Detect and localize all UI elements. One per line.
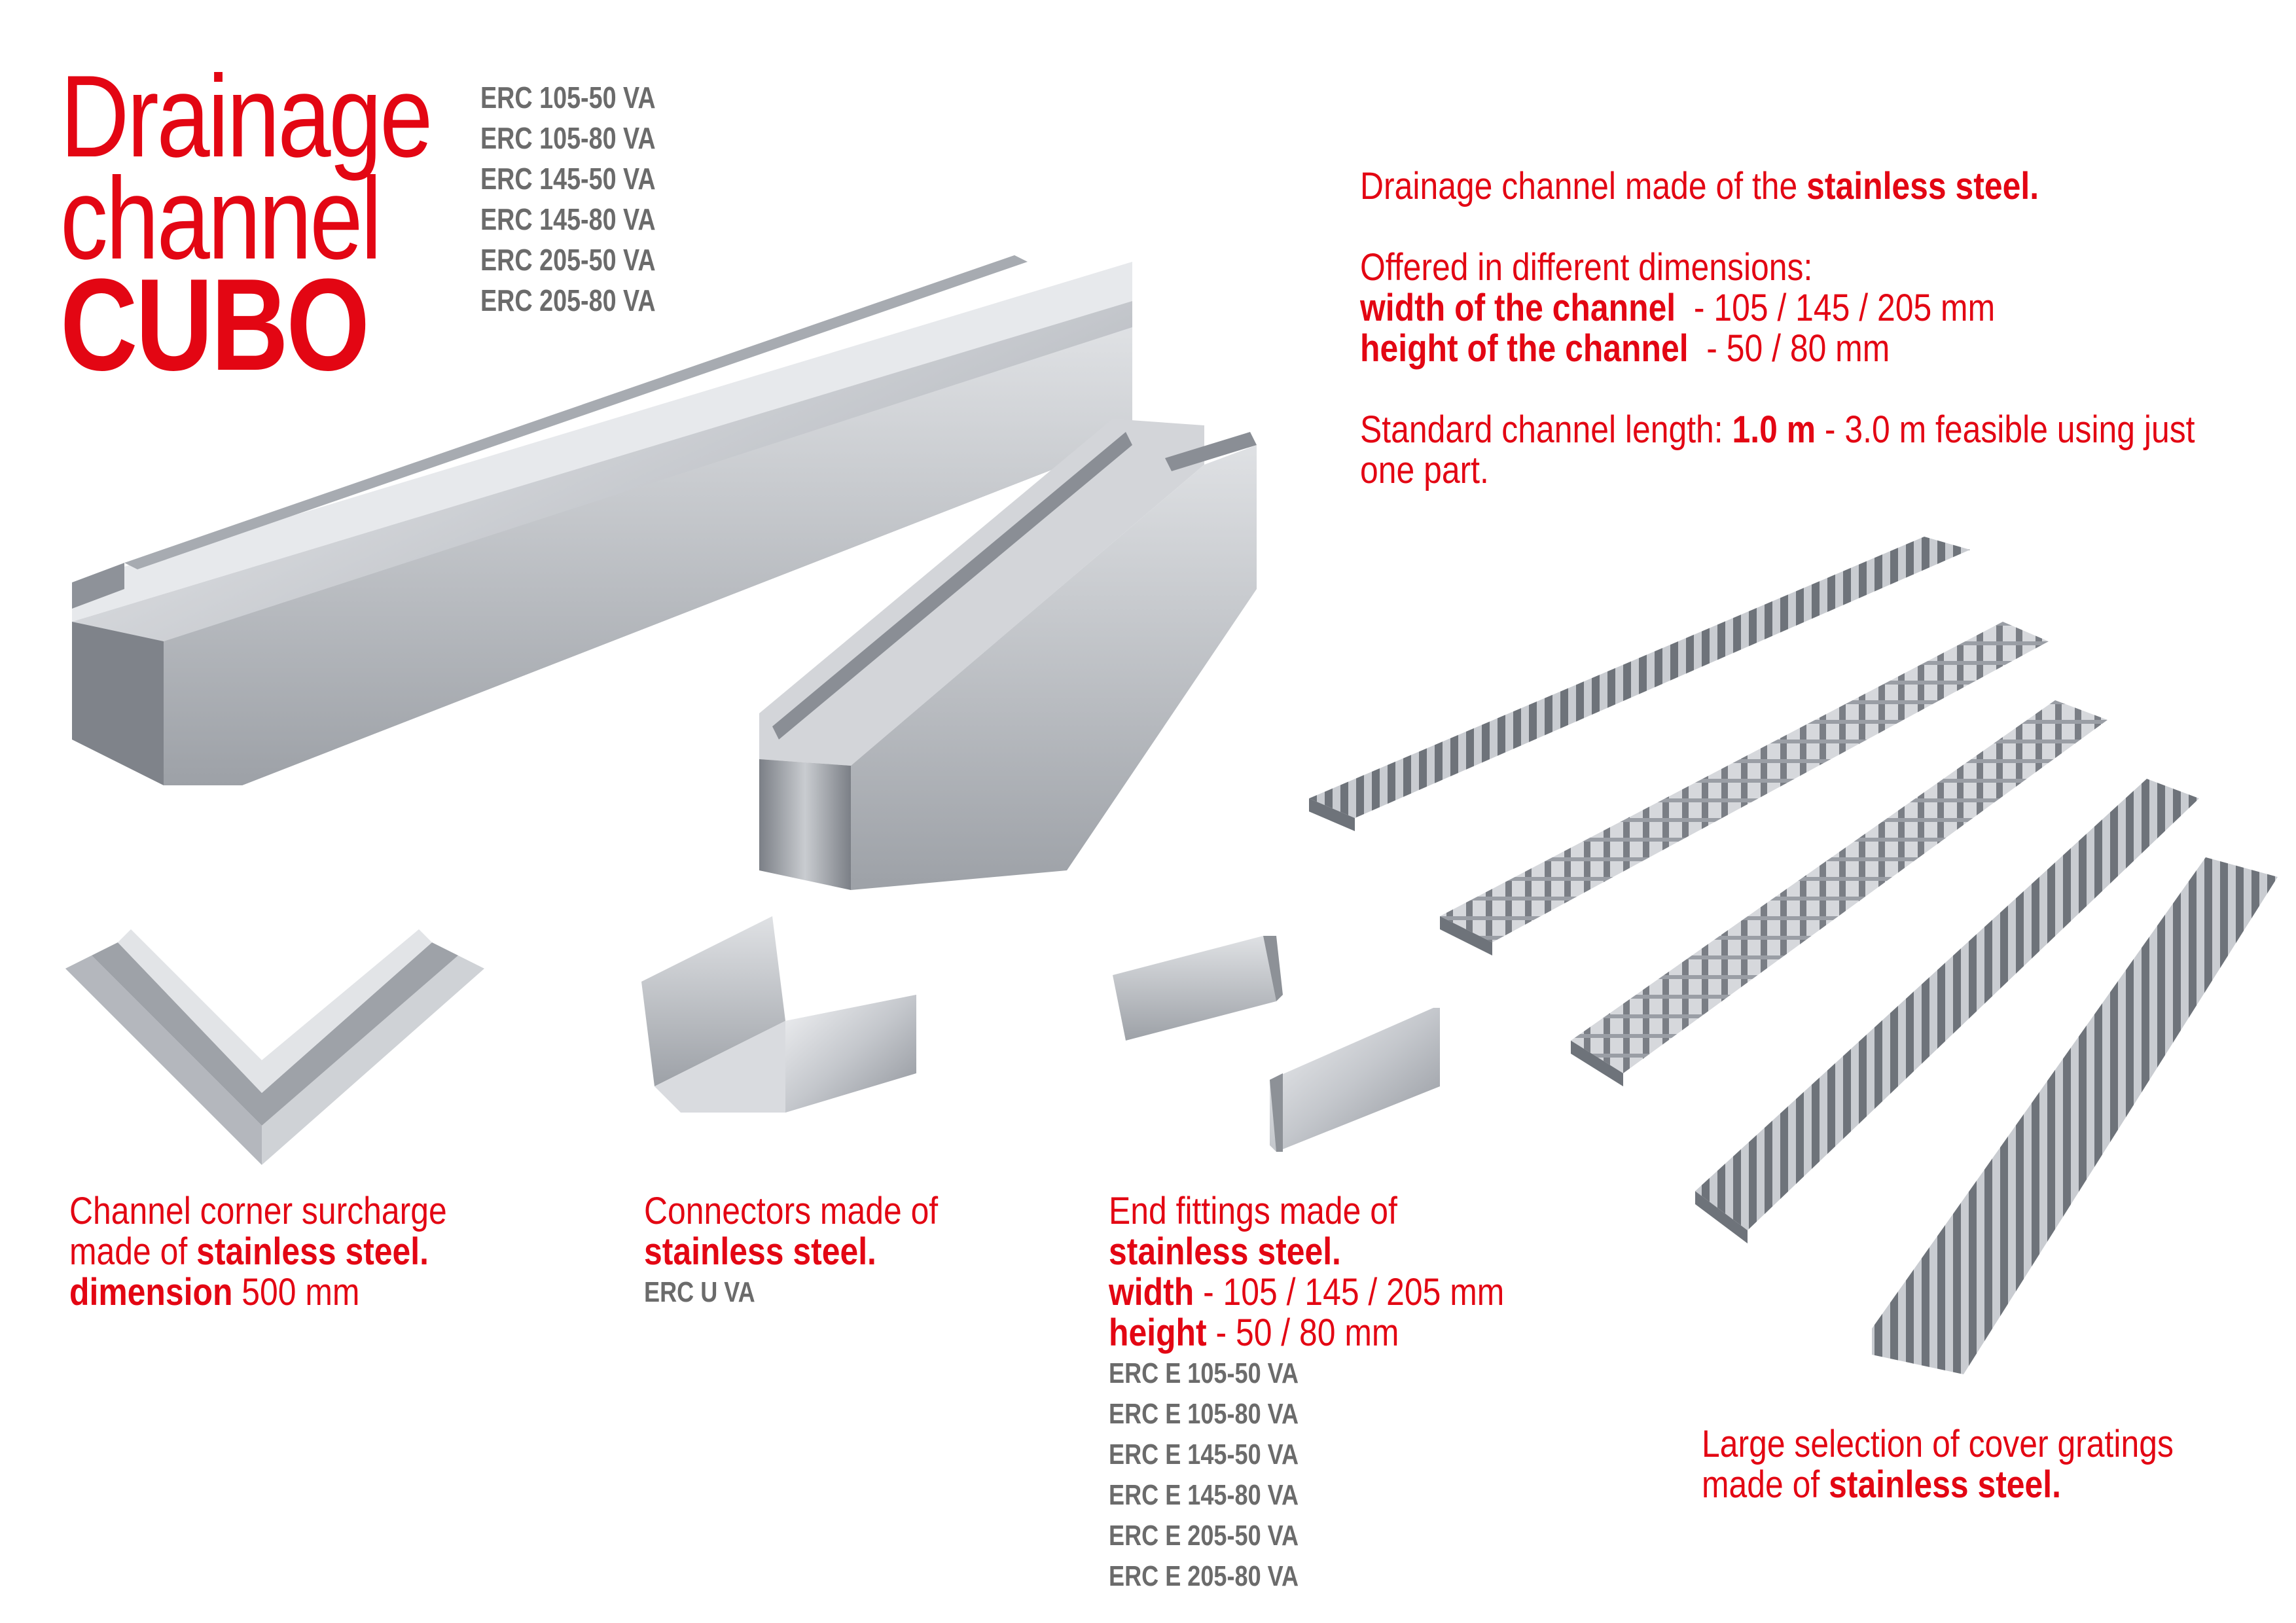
length-suffix: - 3.0 m feasible using just: [1816, 408, 2195, 451]
channel-description: [1360, 166, 2195, 491]
corner-line-2-prefix: made of: [69, 1230, 197, 1273]
end-fitting-code: ERC E 205-50 VA: [1109, 1520, 1299, 1552]
height-value: - 50 / 80 mm: [1688, 327, 1890, 370]
end-fitting-code: ERC E 105-80 VA: [1109, 1398, 1299, 1430]
connectors-code: ERC U VA: [644, 1276, 755, 1308]
channel-code: ERC 145-80 VA: [480, 202, 656, 236]
title-line-2: channel: [60, 153, 380, 283]
channel-code: ERC 205-50 VA: [480, 243, 656, 277]
end-fitting-code: ERC E 145-50 VA: [1109, 1438, 1299, 1471]
end-fittings-width-value: - 105 / 145 / 205 mm: [1194, 1271, 1505, 1313]
grating-5: [1872, 857, 2278, 1374]
channel-code: ERC 145-50 VA: [480, 162, 656, 196]
end-fittings-height-value: - 50 / 80 mm: [1206, 1311, 1399, 1354]
title-line-3: CUBO: [60, 252, 368, 398]
end-fittings-width-label: width: [1109, 1271, 1194, 1313]
length-line-2: one part.: [1360, 449, 1489, 491]
connectors-line-1: Connectors made of: [644, 1190, 939, 1232]
end-fittings-line-1: End fittings made of: [1109, 1190, 1397, 1232]
gratings-caption: [1702, 1424, 2174, 1505]
gratings-line-2-bold: stainless steel.: [1829, 1463, 2062, 1506]
end-fittings-caption: [1109, 1191, 1569, 1597]
corner-line-1: Channel corner surcharge: [69, 1190, 447, 1232]
end-fittings-height-label: height: [1109, 1311, 1207, 1354]
channel-code: ERC 205-80 VA: [480, 283, 656, 317]
made-of-bold: stainless steel.: [1806, 165, 2039, 207]
corner-caption: [69, 1191, 447, 1313]
corner-image: [65, 929, 484, 1178]
made-of-text: Drainage channel made of the: [1360, 165, 1807, 207]
length-bold: 1.0 m: [1732, 408, 1816, 451]
end-fitting-code: ERC E 145-80 VA: [1109, 1479, 1299, 1511]
connectors-line-2-bold: stainless steel.: [644, 1230, 876, 1273]
connector-image: [641, 916, 929, 1126]
short-channel-image: [746, 419, 1270, 890]
gratings-line-1: Large selection of cover gratings: [1702, 1423, 2174, 1465]
channel-code: ERC 105-80 VA: [480, 121, 656, 155]
offered-text: Offered in different dimensions:: [1360, 246, 1813, 289]
corner-dimension-label: dimension: [69, 1271, 233, 1313]
end-fitting-code: ERC E 105-50 VA: [1109, 1357, 1299, 1389]
gratings-line-2-prefix: made of: [1702, 1463, 1829, 1506]
corner-line-2-bold: stainless steel.: [196, 1230, 429, 1273]
grating-1: [1309, 537, 1970, 831]
channel-code: ERC 105-50 VA: [480, 80, 656, 115]
width-value: - 105 / 145 / 205 mm: [1676, 287, 1996, 329]
corner-dimension-value: 500 mm: [232, 1271, 360, 1313]
height-label: height of the channel: [1360, 327, 1689, 370]
end-fittings-line-2-bold: stainless steel.: [1109, 1230, 1341, 1273]
end-fittings-code-list: [1109, 1353, 1486, 1597]
title-line-1: Drainage: [60, 51, 431, 181]
connectors-caption: [644, 1191, 986, 1313]
length-prefix: Standard channel length:: [1360, 408, 1732, 451]
width-label: width of the channel: [1360, 287, 1676, 329]
end-fitting-code: ERC E 205-80 VA: [1109, 1560, 1299, 1592]
